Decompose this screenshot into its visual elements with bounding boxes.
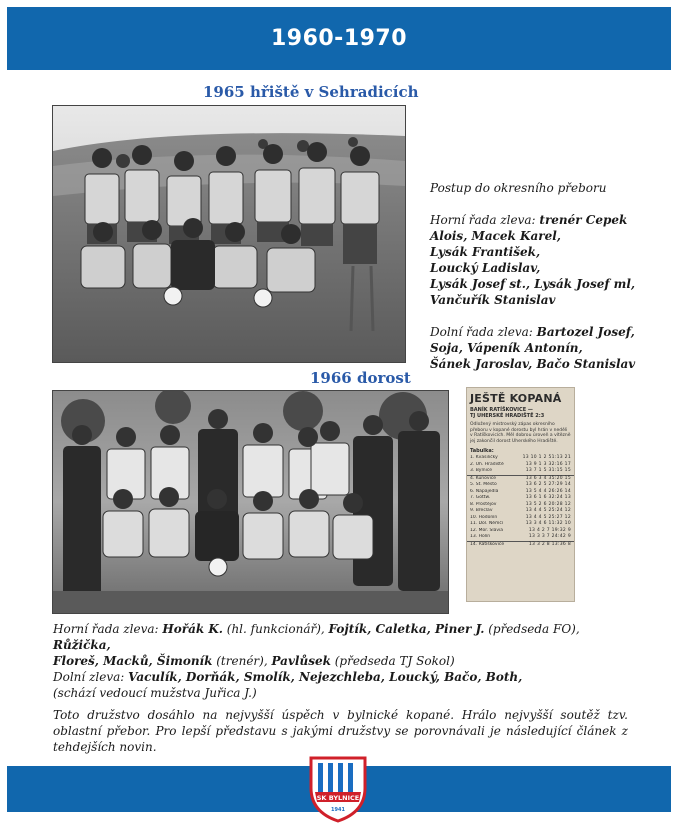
team-name: 14. Ratíškovice <box>470 541 505 547</box>
team-stats: 13 7 1 5 31:15 15 <box>525 468 571 473</box>
caption-segment: (hl. funkcionář), <box>222 622 329 636</box>
caption-segment: Fojtík, Caletka, Piner J. <box>328 622 485 636</box>
team-name: 7. Gottw. <box>470 495 491 500</box>
side-top-name-0: trenér Cepek <box>539 213 628 227</box>
bottom-caption-block <box>53 621 628 755</box>
caption-segment: Pavlůsek <box>271 654 331 668</box>
team-name: 2. Uh. Hradiště <box>470 461 504 467</box>
clipping-table <box>467 455 574 548</box>
side-top-name-4: Lysák Josef st., Lysák Josef ml, <box>430 277 636 291</box>
team-stats: 13 4 4 5 25:24 12 <box>525 508 571 513</box>
clipping-subtitle-1: BANÍK RATÍŠKOVICE — <box>470 407 533 413</box>
team-name: 4. Kunovice <box>470 475 497 481</box>
team-photo-1965 <box>52 105 406 363</box>
caption-segment: (trenér), <box>212 654 272 668</box>
crest-name: SK BYLNICE <box>316 794 360 802</box>
sk-bylnice-crest-icon <box>307 754 369 824</box>
team-name: 9. Břeclav <box>470 508 493 513</box>
team-stats: 13 4 2 7 19:32 9 <box>528 527 571 533</box>
bottom-line-1 <box>53 621 628 653</box>
bottom-line-2 <box>53 653 628 669</box>
caption-segment: (předseda FO), <box>484 622 580 636</box>
side-bottom-name-2: Šánek Jaroslav, Bačo Stanislav <box>430 357 636 371</box>
side-bottom-name-0: Bartozel Josef, <box>536 325 635 339</box>
team-stats: 13 4 4 5 25:27 12 <box>525 514 571 520</box>
team-stats: 13 6 2 5 27:29 14 <box>525 482 571 487</box>
bottom-paragraph: Toto družstvo dosáhlo na nejvyšší úspěch v bylnické kopané. Hrálo nejvyšší soutěž tzv. oblastní přebor. Pro lepší představu s jakými družstvy se porovnávali je následující článek z tehdejších novin. <box>53 708 628 754</box>
clipping-table-label: Tabulka: <box>470 448 494 454</box>
clipping-subtitle-2: TJ UHERSKÉ HRADIŠTĚ 2:3 <box>470 413 545 419</box>
caption-segment: Růžička, <box>53 638 111 652</box>
clipping-title: JEŠTĚ KOPANÁ <box>470 392 562 405</box>
photo2-caption: 1966 dorost <box>310 369 411 387</box>
team-name: 5. St. Město <box>470 482 497 487</box>
photo1-caption: 1965 hřiště v Sehradicích <box>203 83 419 101</box>
team-name: 1. Kvasiličky <box>470 455 498 460</box>
team-photo-1966 <box>52 390 449 614</box>
side-top-name-1: Alois, Macek Karel, <box>430 229 561 243</box>
clipping-body: Odložený mistrovský zápas okresního přeboru v kopané dorostu byl hrán v neděli v Ratíškovicích. Měl dobrou úroveň a vítězně jej zakončil dorost Uherského Hradiště. <box>470 422 571 444</box>
caption-segment: (předseda TJ Sokol) <box>330 654 455 668</box>
side-bottom-name-1: Soja, Vápeník Antonín, <box>430 341 583 355</box>
team-name: 12. Mor. Slavia <box>470 527 504 533</box>
team-name: 6. Napajedla <box>470 488 499 494</box>
team-stats: 13 6 3 4 35:20 15 <box>525 475 571 481</box>
newspaper-clipping <box>466 387 575 602</box>
crest-year: 1941 <box>331 807 345 813</box>
page-title: 1960-1970 <box>270 26 408 51</box>
team-stats: 13 3 2 8 13:36 8 <box>528 541 571 547</box>
side-bottom-label: Dolní řada zleva: <box>430 325 537 339</box>
caption-segment: Dolní zleva: <box>53 670 129 684</box>
team-stats: 13 3 4 6 11:32 10 <box>525 521 571 526</box>
header-band <box>7 7 671 70</box>
bottom-line-4: (schází vedoucí mužstva Juřica J.) <box>53 686 257 700</box>
team-stats: 13 9 1 3 32:16 17 <box>525 461 571 467</box>
team-name: 8. Prostějov <box>470 501 497 507</box>
table-row <box>467 468 574 475</box>
team-name: 13. Holín <box>470 534 491 539</box>
side-heading: Postup do okresního přeboru <box>430 181 607 195</box>
team-name: 3. Bylnice <box>470 468 493 473</box>
side-text-block <box>430 180 670 372</box>
side-bottom-row <box>430 324 670 372</box>
side-top-name-5: Vančuřík Stanislav <box>430 293 556 307</box>
caption-segment: Floreš, Macků, Šimoník <box>53 654 213 668</box>
team-name: 11. Dol. Němčí <box>470 521 504 526</box>
team-photo-1965-image <box>53 106 405 362</box>
table-row <box>467 534 574 541</box>
caption-segment: Vaculík, Dorňák, Smolík, Nejezchleba, Loucký, Bačo, Both, <box>128 670 523 684</box>
table-row <box>467 475 574 483</box>
team-stats: 13 5 2 6 20:28 12 <box>525 501 571 507</box>
team-stats: 13 3 3 7 24:42 9 <box>528 534 571 539</box>
team-stats: 13 5 4 4 26:26 14 <box>525 488 571 494</box>
bottom-line-3 <box>53 669 628 685</box>
caption-segment: Hořák K. <box>162 622 223 636</box>
team-stats: 13 10 1 2 51:13 21 <box>522 455 571 460</box>
caption-segment: Horní řada zleva: <box>53 622 163 636</box>
table-row <box>467 541 574 549</box>
team-photo-1966-image <box>53 391 448 613</box>
side-top-name-3: Loucký Ladislav, <box>430 261 541 275</box>
side-top-label: Horní řada zleva: <box>430 213 540 227</box>
side-top-name-2: Lysák František, <box>430 245 541 259</box>
side-top-row <box>430 212 670 308</box>
team-name: 10. Hodonín <box>470 514 498 520</box>
team-stats: 13 6 1 6 32:24 13 <box>525 495 571 500</box>
